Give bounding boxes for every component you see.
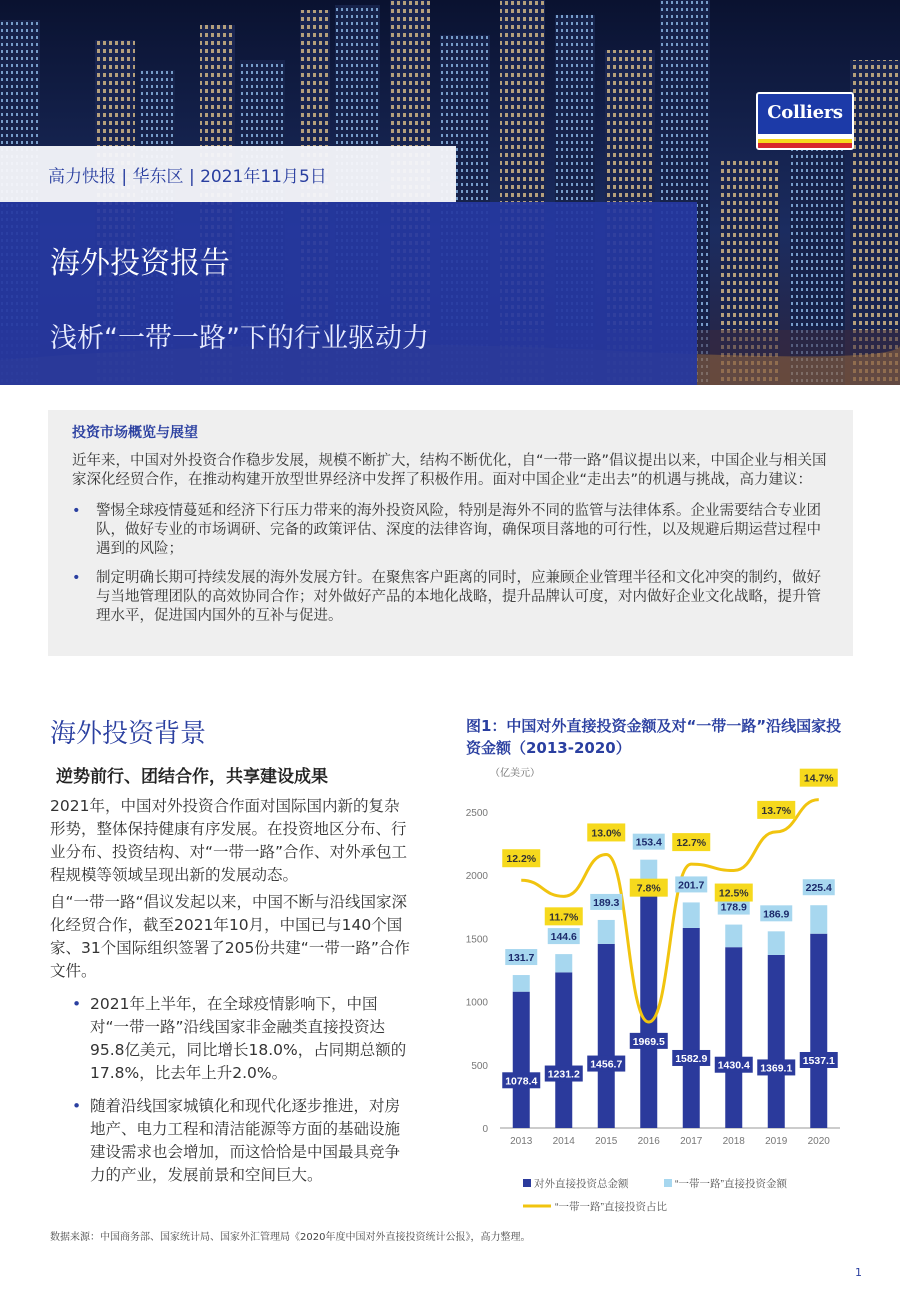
colliers-logo — [756, 92, 854, 150]
bar-total — [555, 972, 572, 1128]
x-tick-label: 2019 — [765, 1136, 788, 1147]
logo-text: Colliers — [767, 102, 843, 123]
figure-title: 图1：中国对外直接投资金额及对“一带一路”沿线国家投资金额（2013-2020） — [466, 717, 842, 757]
logo-stripes — [758, 134, 852, 148]
share-value-label: 11.7% — [549, 911, 579, 924]
total-value-label: 1537.1 — [802, 1054, 835, 1067]
bar-total — [683, 928, 700, 1128]
legend-label-total: 对外直接投资总金额 — [534, 1178, 629, 1190]
overview-bullet: • 制定明确长期可持续发展的海外发展方针。在聚焦客户距离的同时，应兼顾企业管理半径和文化冲突的制约，做好与当地管理团队的高效协同合作；对外做好产品的本地化战略，提升品牌认可度，对内做好企业文化战略，提升管理水平，促进国内国外的互补与促进。 — [72, 569, 829, 626]
legend-label-belt-road: “一带一路”直接投资金额 — [675, 1178, 787, 1190]
x-tick-label: 2020 — [807, 1136, 830, 1147]
bar-belt-road — [555, 954, 572, 972]
total-value-label: 1969.5 — [632, 1035, 665, 1048]
belt-road-value-label: 201.7 — [678, 879, 705, 892]
bar-belt-road — [768, 931, 785, 955]
share-value-label: 12.5% — [718, 887, 749, 900]
background-bullet: • 随着沿线国家城镇化和现代化逐步推进，对房地产、电力工程和清洁能源等方面的基础设施建设需求也会增加，而这恰恰是中国最具竞争力的产业，发展前景和空间巨大。 — [72, 1095, 410, 1187]
background-bullet: • 2021年上半年，在全球疫情影响下，中国对“一带一路”沿线国家非金融类直接投资达95.8亿美元，同比增长18.0%，占同期总额的17.8%，比去年上升2.0%。 — [72, 993, 410, 1085]
total-value-label: 1456.7 — [590, 1058, 623, 1071]
title-block — [0, 202, 697, 385]
bar-belt-road — [513, 975, 530, 992]
y-tick-label: 500 — [471, 1060, 488, 1072]
bar-belt-road — [598, 920, 615, 944]
y-tick-label: 1000 — [465, 997, 488, 1009]
belt-road-value-label: 153.4 — [635, 836, 662, 849]
bar-belt-road — [640, 860, 657, 879]
overview-bullet-list — [72, 502, 829, 626]
total-value-label: 1582.9 — [675, 1052, 708, 1065]
section-title: 海外投资背景 — [50, 719, 207, 749]
total-value-label: 1231.2 — [547, 1068, 580, 1081]
y-tick-label: 2500 — [465, 808, 488, 819]
legend-label-share: “一带一路”直接投资占比 — [555, 1201, 667, 1213]
hero-banner — [0, 0, 900, 385]
share-value-label: 7.8% — [636, 882, 661, 895]
overview-heading: 投资市场概览与展望 — [72, 425, 198, 441]
x-tick-label: 2013 — [510, 1136, 533, 1147]
background-bullet-list — [50, 993, 410, 1187]
total-value-label: 1369.1 — [760, 1062, 793, 1075]
x-tick-label: 2017 — [680, 1136, 703, 1147]
bar-total — [768, 955, 785, 1128]
page-title: 海外投资报告 — [50, 246, 230, 281]
total-value-label: 1078.4 — [505, 1075, 538, 1088]
bar-total — [598, 944, 615, 1128]
share-value-label: 14.7% — [803, 772, 834, 785]
investment-chart — [455, 760, 855, 1220]
bar-total — [513, 992, 530, 1128]
overview-bullet: • 警惕全球疫情蔓延和经济下行压力带来的海外投资风险，特别是海外不同的监管与法律体系。企业需要结合专业团队，做好专业的市场调研、完备的政策评估、深度的法律咨询，确保项目落地的可行性，以及规避后期运营过程中遇到的风险； — [72, 502, 829, 559]
breadcrumb: 高力快报 | 华东区 | 2021年11月5日 — [0, 146, 456, 202]
y-tick-label: 1500 — [465, 934, 488, 946]
legend-swatch-belt-road — [664, 1179, 672, 1187]
body-paragraph: 2021年，中国对外投资合作面对国际国内新的复杂形势，整体保持健康有序发展。在投资地区分布、行业分布、投资结构、对“一带一路”合作、对外承包工程规模等领域呈现出新的发展动态。 — [50, 797, 408, 884]
body-paragraph: 自“一带一路“倡议发起以来，中国不断与沿线国家深化经贸合作，截至2021年10月，中国已与140个国家、31个国际组织签署了205份共建“一带一路”合作文件。 — [50, 893, 410, 980]
background-body — [50, 795, 410, 1197]
belt-road-value-label: 186.9 — [763, 908, 790, 921]
y-axis-unit-label: （亿美元） — [490, 768, 540, 779]
bar-belt-road — [683, 902, 700, 927]
overview-box — [48, 410, 853, 656]
x-tick-label: 2016 — [637, 1136, 660, 1147]
belt-road-value-label: 178.9 — [720, 901, 747, 914]
y-tick-label: 0 — [482, 1124, 488, 1135]
overview-intro: 近年来，中国对外投资合作稳步发展，规模不断扩大，结构不断优化，自“一带一路”倡议提出以来，中国企业与相关国家深化经贸合作，在推动构建开放型世界经济中发挥了积极作用。面对中国企业“走出去”的机遇与挑战，高力建议： — [72, 453, 827, 488]
bar-belt-road — [725, 925, 742, 948]
share-value-label: 12.2% — [506, 853, 537, 866]
page-number: 1 — [855, 1266, 862, 1279]
bar-total — [725, 947, 742, 1128]
share-value-label: 13.0% — [591, 827, 622, 840]
legend-swatch-total — [523, 1179, 531, 1187]
bar-total — [810, 934, 827, 1128]
x-tick-label: 2015 — [595, 1136, 618, 1147]
section-subtitle: 逆势前行、团结合作，共享建设成果 — [56, 767, 328, 787]
page-subtitle: 浅析“一带一路”下的行业驱动力 — [50, 323, 429, 354]
bar-belt-road — [810, 905, 827, 933]
data-source-note: 数据来源：中国商务部、国家统计局、国家外汇管理局《2020年度中国对外直接投资统计公报》，高力整理。 — [50, 1232, 531, 1243]
total-value-label: 1430.4 — [717, 1059, 750, 1072]
x-tick-label: 2018 — [722, 1136, 745, 1147]
bar-total — [640, 879, 657, 1128]
y-tick-label: 2000 — [465, 871, 488, 883]
x-tick-label: 2014 — [552, 1136, 575, 1147]
chart-svg — [455, 760, 855, 1220]
share-value-label: 12.7% — [676, 837, 707, 850]
belt-road-value-label: 225.4 — [805, 882, 832, 895]
belt-road-value-label: 189.3 — [593, 896, 620, 909]
belt-road-value-label: 131.7 — [508, 952, 535, 965]
belt-road-value-label: 144.6 — [550, 931, 577, 944]
share-value-label: 13.7% — [761, 804, 792, 817]
